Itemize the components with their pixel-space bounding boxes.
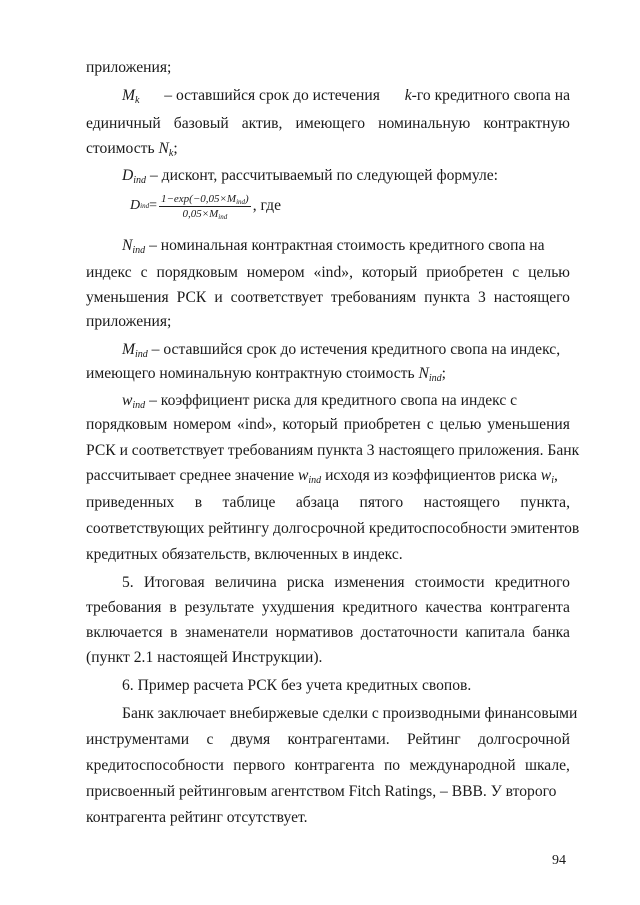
text-line: $N_{ind}$ – номинальная контрактная стоимость кредитного свопа на bbox=[122, 237, 545, 256]
formula-equals: = bbox=[149, 198, 157, 213]
formula-numerator: $1-\exp(-0,05\times M_{ind})$ bbox=[160, 192, 249, 206]
text-line: РСК и соответствует требованиям пункта 3 настоящего приложения. Банк bbox=[86, 442, 580, 459]
text-line: уменьшения РСК и соответствует требованиям пункта 3 настоящего bbox=[86, 289, 570, 306]
variable-subscript: i bbox=[551, 475, 554, 486]
variable: w bbox=[297, 467, 309, 484]
variable-subscript: ind bbox=[132, 245, 146, 256]
text-line: приведенных в таблице абзаца пятого настоящего пункта, bbox=[86, 494, 570, 511]
discount-formula: D ind = $\frac{1-\exp(-0,05\times M_{ind})}{0,05\times M_{ind}}$ , где bbox=[130, 192, 281, 221]
text-line: (пункт 2.1 настоящей Инструкции). bbox=[86, 649, 323, 666]
word: номинальную bbox=[378, 115, 471, 132]
text-line: индекс с порядковым номером «ind», который приобретен с целью bbox=[86, 264, 570, 281]
variable: w bbox=[122, 392, 133, 409]
page-number: 94 bbox=[552, 853, 566, 868]
text-line: имеющего номинальную контрактную стоимость $N_{ind}$; bbox=[86, 365, 446, 384]
text-line: включается в знаменатели нормативов достаточности капитала банка bbox=[86, 624, 570, 641]
variable-subscript: ind bbox=[132, 400, 146, 411]
variable: N bbox=[158, 140, 169, 157]
text-line: контрагента рейтинг отсутствует. bbox=[86, 809, 308, 826]
line-text bbox=[122, 86, 139, 106]
variable: w bbox=[540, 467, 552, 484]
word: имеющего bbox=[295, 115, 366, 132]
text-line: присвоенный рейтинговым агентством Fitch Ratings, – BBB. У второго bbox=[86, 783, 557, 800]
variable: k bbox=[404, 87, 412, 104]
variable: M bbox=[122, 341, 135, 358]
variable: N bbox=[122, 237, 133, 254]
word: актив, bbox=[241, 115, 283, 132]
formula-tail: , где bbox=[252, 197, 281, 214]
formula-denominator: $0,05\times M_{ind}$ bbox=[182, 207, 228, 221]
variable: M bbox=[122, 87, 135, 104]
word: контрактную bbox=[483, 115, 570, 132]
text-line: стоимость $N_k$; bbox=[86, 140, 178, 159]
formula-fraction bbox=[159, 193, 251, 220]
word: базовый bbox=[173, 115, 229, 132]
text-line: кредитоспособности первого контрагента по международной шкале, bbox=[86, 757, 570, 774]
text-line: приложения; bbox=[86, 313, 172, 330]
variable-subscript: k bbox=[135, 95, 140, 106]
variable-subscript: ind bbox=[428, 373, 442, 384]
variable-subscript: ind bbox=[133, 175, 147, 186]
text-line: кредитных обязательств, включенных в индекс. bbox=[86, 546, 403, 563]
word: единичный bbox=[86, 115, 161, 132]
variable: N bbox=[418, 365, 429, 382]
formula-lhs: D bbox=[130, 198, 141, 213]
text-line: $M_{ind}$ – оставшийся срок до истечения кредитного свопа на индекс, bbox=[122, 341, 561, 360]
text-line: требования в результате ухудшения кредитного качества контрагента bbox=[86, 599, 570, 616]
variable-subscript: ind bbox=[308, 475, 322, 486]
text-line: Банк заключает внебиржевые сделки с производными финансовыми bbox=[122, 705, 578, 722]
variable-subscript: k bbox=[168, 148, 174, 159]
line-text: – оставшийся срок до истечения bbox=[164, 87, 380, 104]
text-line: $D_{ind}$ – дисконт, рассчитываемый по следующей формуле: bbox=[122, 167, 499, 186]
line-text: приложения; bbox=[86, 59, 172, 76]
text-line: 5. Итоговая величина риска изменения стоимости кредитного bbox=[122, 574, 570, 591]
text-line: $w_{ind}$ – коэффициент риска для кредитного свопа на индекс с bbox=[122, 392, 518, 411]
text-line bbox=[122, 86, 570, 106]
variable: D bbox=[122, 167, 134, 184]
text-line: инструментами с двумя контрагентами. Рейтинг долгосрочной bbox=[86, 731, 570, 748]
variable-subscript: ind bbox=[135, 349, 148, 360]
text-line bbox=[86, 58, 570, 78]
text-line: порядковым номером «ind», который приобретен с целью уменьшения bbox=[86, 416, 570, 433]
line-text: k-го кредитного свопа на bbox=[404, 87, 570, 104]
text-line: 6. Пример расчета РСК без учета кредитных свопов. bbox=[122, 677, 472, 694]
text-line: соответствующих рейтингу долгосрочной кредитоспособности эмитентов bbox=[86, 520, 580, 537]
text-line bbox=[86, 114, 570, 134]
text-line: рассчитывает среднее значение $w_{ind}$ исходя из коэффициентов риска $w_i$, bbox=[86, 467, 558, 486]
